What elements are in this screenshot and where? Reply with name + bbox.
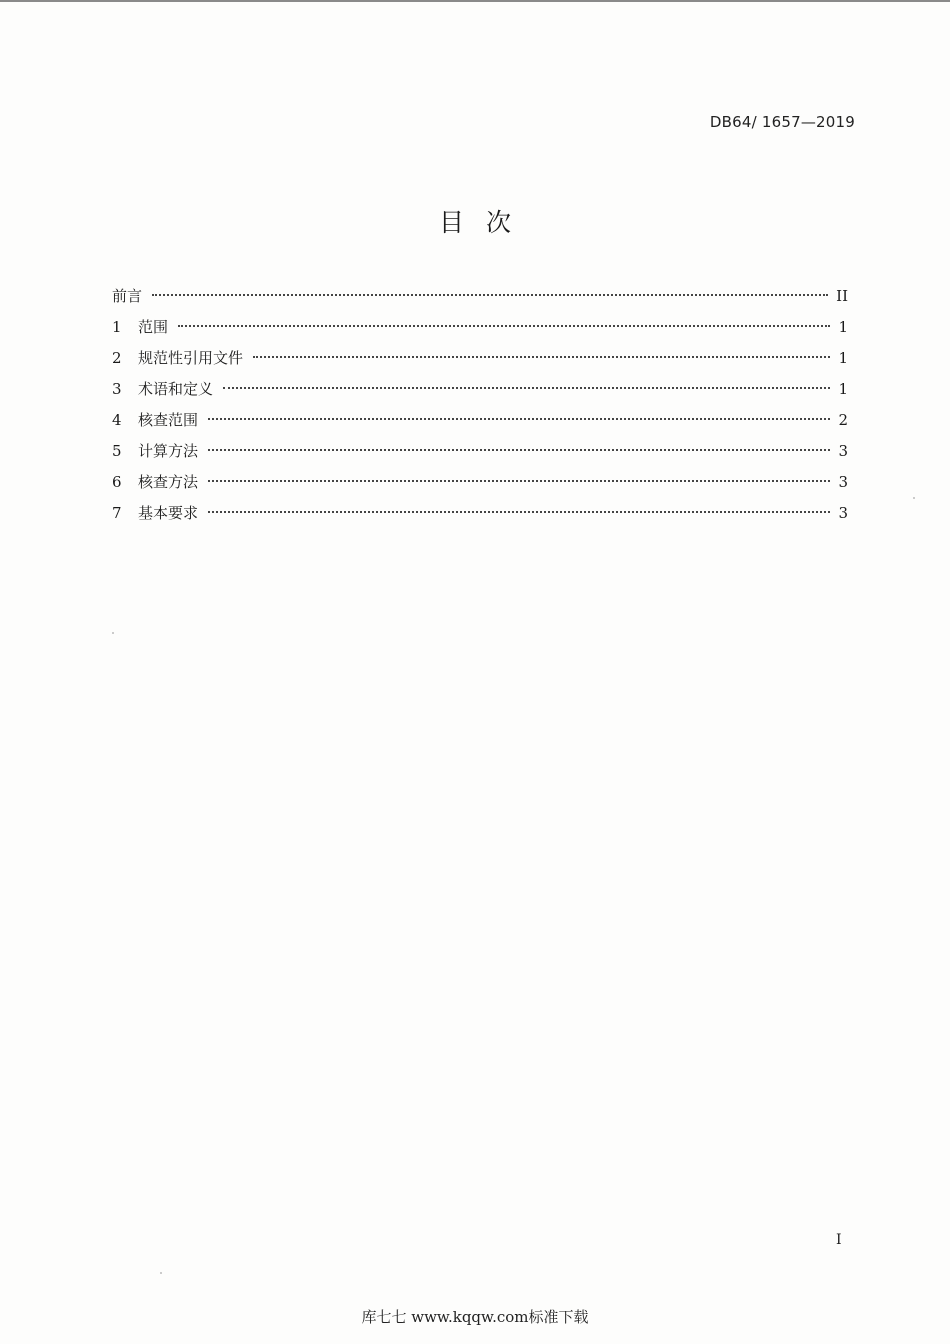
- toc-entry-label: 计算方法: [138, 442, 199, 460]
- toc-entry-basic-requirements[interactable]: [112, 498, 848, 529]
- standard-code: DB64/ 1657—2019: [709, 113, 855, 131]
- download-watermark: 库七七 www.kqqw.com标准下载: [361, 1308, 589, 1326]
- toc-entry-verification-method[interactable]: [112, 467, 848, 498]
- toc-entry-preface[interactable]: [112, 281, 848, 312]
- toc-entry-label: 核查范围: [138, 411, 199, 429]
- toc-entry-scope[interactable]: [112, 312, 848, 343]
- toc-entry-number: 1: [112, 318, 122, 336]
- toc-entry-calculation-method[interactable]: [112, 436, 848, 467]
- scan-speck: [160, 1272, 162, 1274]
- toc-entry-page: 1: [838, 318, 848, 336]
- toc-entry-label: 前言: [112, 287, 143, 305]
- toc-entry-page: 3: [838, 442, 848, 460]
- dot-leader: [208, 418, 830, 420]
- toc-entry-label: 核查方法: [138, 473, 199, 491]
- toc-entry-normative-references[interactable]: [112, 343, 848, 374]
- toc-entry-number: 4: [112, 411, 122, 429]
- dot-leader: [152, 294, 828, 296]
- toc-entry-page: 3: [838, 473, 848, 491]
- toc-entry-label: 规范性引用文件: [138, 349, 244, 367]
- toc-entry-number: 3: [112, 380, 122, 398]
- toc-entry-terms-definitions[interactable]: [112, 374, 848, 405]
- dot-leader: [208, 511, 830, 513]
- scan-speck: [112, 632, 114, 634]
- dot-leader: [208, 449, 830, 451]
- toc-entry-verification-scope[interactable]: [112, 405, 848, 436]
- scan-speck: [913, 497, 915, 499]
- table-of-contents: [112, 281, 848, 529]
- toc-entry-number: 2: [112, 349, 122, 367]
- dot-leader: [223, 387, 830, 389]
- toc-entry-label: 范围: [138, 318, 169, 336]
- toc-entry-label: 术语和定义: [138, 380, 214, 398]
- toc-entry-label: 基本要求: [138, 504, 199, 522]
- toc-entry-page: 2: [838, 411, 848, 429]
- dot-leader: [208, 480, 830, 482]
- toc-entry-page: II: [836, 287, 848, 305]
- toc-entry-page: 1: [838, 380, 848, 398]
- dot-leader: [253, 356, 830, 358]
- toc-entry-number: 6: [112, 473, 122, 491]
- dot-leader: [178, 325, 830, 327]
- toc-entry-page: 1: [838, 349, 848, 367]
- scan-top-edge: [0, 0, 950, 2]
- toc-entry-number: 7: [112, 504, 122, 522]
- toc-entry-page: 3: [838, 504, 848, 522]
- toc-title: 目次: [438, 208, 533, 237]
- toc-entry-number: 5: [112, 442, 122, 460]
- page-number: I: [836, 1232, 842, 1248]
